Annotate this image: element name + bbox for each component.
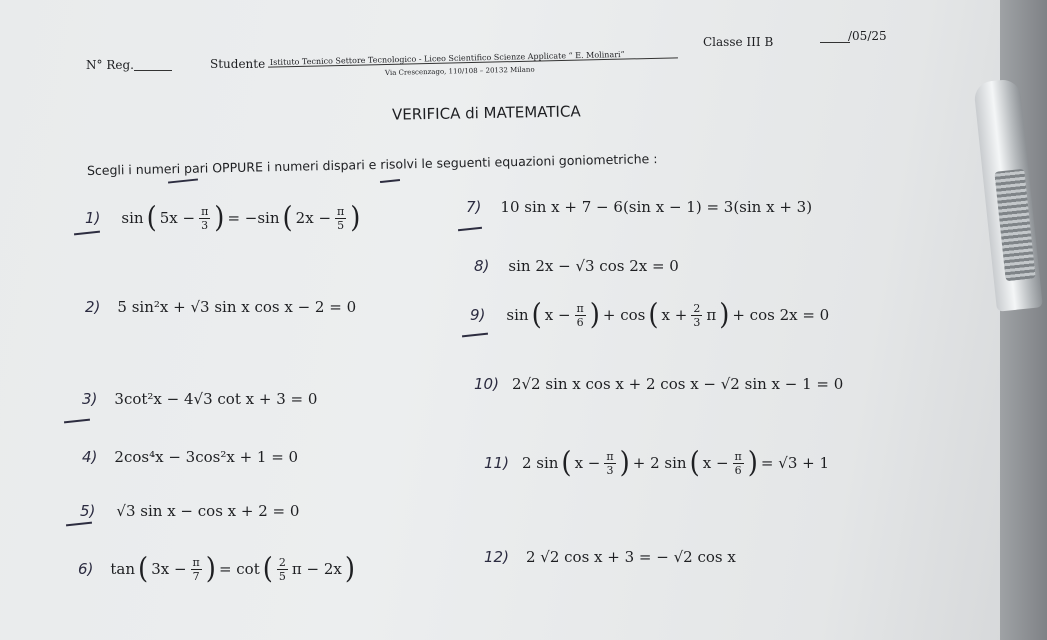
exercise-number: 1) [85, 209, 101, 227]
exercise-number: 6) [78, 560, 94, 578]
exercise-number: 4) [82, 448, 98, 466]
school-name: Istituto Tecnico Settore Tecnologico - Liceo Scientifico Scienze Applicate “ E. Molinari” [269, 49, 625, 67]
exercise-number: 10) [474, 375, 499, 393]
school-address: Via Crescenzago, 110/108 – 20132 Milano [384, 65, 535, 77]
student-label: Studente [210, 57, 266, 71]
exercise-4: 4) 2cos⁴x − 3cos²x + 1 = 0 [82, 448, 299, 466]
exercise-number: 2) [85, 298, 101, 316]
exercise-number: 5) [80, 502, 96, 520]
exercise-number: 11) [484, 454, 509, 472]
exercise-1: 1) sin ( 5x − $\frac{\pi}{3}$ ) = −sin ( 2x − $\frac{\pi}{5}$ ) [85, 201, 361, 235]
class-label: Classe III B [703, 35, 774, 49]
exercise-number: 3) [82, 390, 98, 408]
instructions: Scegli i numeri pari OPPURE i numeri dispari e risolvi le seguenti equazioni goniometriche : [86, 151, 658, 178]
exercise-6: 6) tan ( 3x − $\frac{\pi}{7}$ ) = cot ( $\frac{2}{5}$ π − 2x ) [78, 552, 356, 586]
page-title: VERIFICA di MATEMATICA [391, 102, 581, 124]
reg-label: N° Reg. [86, 58, 134, 72]
exercise-10: 10) 2√2 sin x cos x + 2 cos x − √2 sin x − 1 = 0 [474, 375, 844, 393]
exercise-11: 11) 2 sin ( x − $\frac{\pi}{3}$ ) + 2 sin ( x − $\frac{\pi}{6}$ ) = √3 + 1 [484, 446, 830, 480]
exercise-8: 8) sin 2x − √3 cos 2x = 0 [474, 257, 679, 275]
reg-blank [134, 70, 172, 71]
exercise-number: 7) [466, 198, 482, 216]
exercise-9: 9) sin ( x − $\frac{\pi}{6}$ ) + cos ( x + $\frac{2}{3}$ π ) + cos 2x = 0 [470, 298, 830, 332]
exercise-number: 12) [484, 548, 509, 566]
exercise-12: 12) 2 √2 cos x + 3 = − √2 cos x [484, 548, 736, 566]
exercise-5: 5) √3 sin x − cos x + 2 = 0 [80, 502, 300, 520]
date-label: /05/25 [848, 29, 887, 43]
exercise-3: 3) 3cot²x − 4√3 cot x + 3 = 0 [82, 390, 318, 408]
exercise-7: 7) 10 sin x + 7 − 6(sin x − 1) = 3(sin x + 3) [466, 198, 813, 216]
date-blank [820, 42, 850, 43]
exercise-number: 8) [474, 257, 490, 275]
exercise-2: 2) 5 sin²x + √3 sin x cos x − 2 = 0 [85, 298, 357, 316]
exercise-number: 9) [470, 306, 486, 324]
